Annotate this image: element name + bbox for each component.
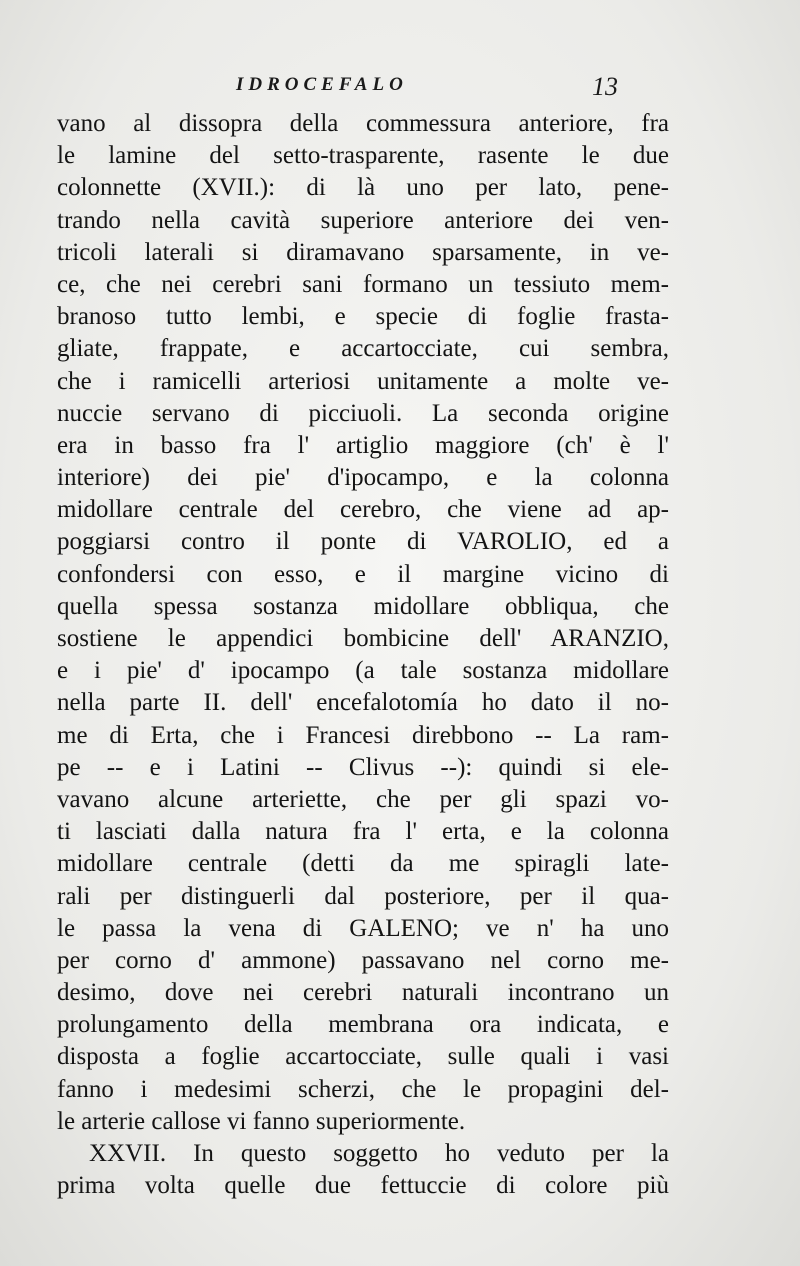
- text-line: tricoli laterali si diramavano sparsamente, in ve-: [57, 238, 669, 266]
- text-line: poggiarsi contro il ponte di VAROLIO, ed a: [57, 528, 669, 556]
- text-line: ti lasciati dalla natura fra l' erta, e la colonna: [57, 818, 669, 846]
- text-line: le lamine del setto-trasparente, rasente le due: [57, 142, 669, 170]
- text-line: interiore) dei pie' d'ipocampo, e la colonna: [57, 464, 669, 492]
- text-line: vavano alcune arteriette, che per gli spazi vo-: [57, 785, 669, 813]
- text-line: sostiene le appendici bombicine dell' ARANZIO,: [57, 625, 669, 652]
- text-line: desimo, dove nei cerebri naturali incontrano un: [57, 979, 669, 1007]
- body-text: [57, 108, 669, 1202]
- running-head: [0, 72, 800, 102]
- text-line: le passa la vena di GALENO; ve n' ha uno: [57, 914, 669, 942]
- text-line: nuccie servano di picciuoli. La seconda origine: [57, 399, 669, 427]
- paragraph-end-line: le arterie callose vi fanno superiormente.: [57, 1107, 466, 1135]
- text-line: fanno i medesimi scherzi, che le propagini del-: [57, 1075, 669, 1103]
- text-line: midollare centrale (detti da me spiragli late-: [57, 850, 669, 878]
- text-line: trando nella cavità superiore anteriore dei ven-: [57, 206, 669, 234]
- text-line: gliate, frappate, e accartocciate, cui sembra,: [57, 335, 669, 363]
- text-line: colonnette (XVII.): di là uno per lato, pene-: [57, 174, 669, 202]
- text-line: era in basso fra l' artiglio maggiore (ch' è l': [57, 431, 669, 459]
- text-line: prolungamento della membrana ora indicata, e: [57, 1011, 669, 1039]
- text-line: pe -- e i Latini -- Clivus --): quindi si ele-: [57, 753, 669, 781]
- text-line: disposta a foglie accartocciate, sulle quali i vasi: [57, 1043, 669, 1071]
- section-start-line: XXVII. In questo soggetto ho veduto per la: [89, 1140, 669, 1167]
- text-line: e i pie' d' ipocampo (a tale sostanza midollare: [57, 657, 669, 685]
- text-line: vano al dissopra della commessura anteriore, fra: [57, 110, 669, 137]
- text-line: ce, che nei cerebri sani formano un tessiuto mem-: [57, 270, 669, 298]
- page-number: 13: [592, 72, 618, 101]
- text-line: me di Erta, che i Francesi direbbono -- La ram-: [57, 721, 669, 749]
- running-title: IDROCEFALO: [236, 74, 408, 95]
- text-line: branoso tutto lembi, e specie di foglie frasta-: [57, 303, 669, 331]
- text-line: per corno d' ammone) passavano nel corno me-: [57, 946, 669, 974]
- text-line: che i ramicelli arteriosi unitamente a molte ve-: [57, 367, 669, 395]
- text-line: rali per distinguerli dal posteriore, per il qua-: [57, 882, 669, 910]
- text-line: prima volta quelle due fettuccie di colore più: [57, 1172, 669, 1200]
- text-line: nella parte II. dell' encefalotomía ho dato il no-: [57, 689, 669, 717]
- text-line: quella spessa sostanza midollare obbliqua, che: [57, 592, 669, 620]
- text-line: midollare centrale del cerebro, che viene ad ap-: [57, 496, 669, 524]
- text-line: confondersi con esso, e il margine vicino di: [57, 560, 669, 588]
